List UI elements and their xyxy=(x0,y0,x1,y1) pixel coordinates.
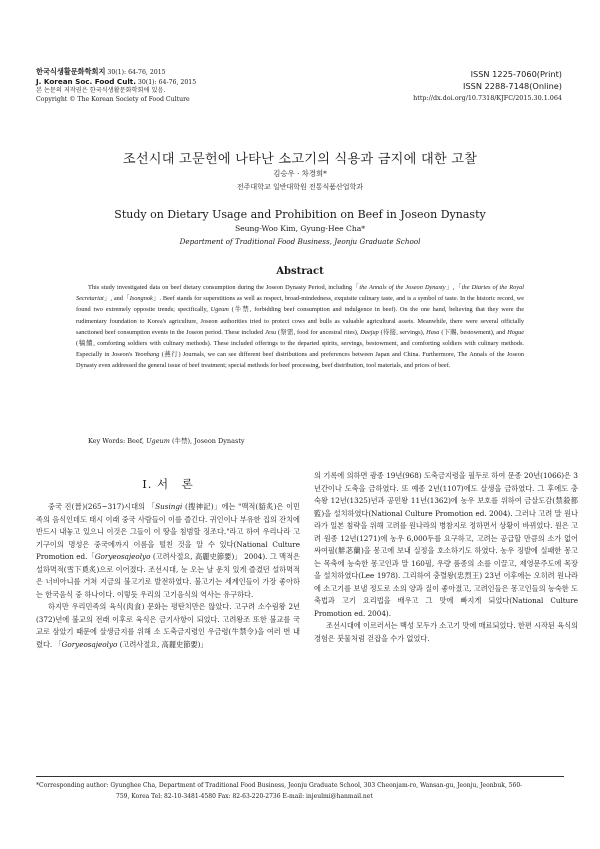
paragraph-italic: Goryeosajeolyo xyxy=(94,552,151,561)
journal-volume-kr: 30(1): 64-76, 2015 xyxy=(105,69,166,76)
paragraph-text: (搜神記)」에는 "맥적(貊炙)은 이민족의 음식인데도 태시 이래 중국 사람들이 이를 즐긴다. 귀인이나 부유한 집의 잔치에 반드시 내놓고 있으니 이것은 그들이 이 땅을 침범할 징조다."라고 하여 우리나라 고기구이의 명성은 중국에까지 이름을 떨친 것을 알 수 있다(National Culture Promotion ed.「 xyxy=(36,502,300,561)
keywords-label: Key Words: xyxy=(88,437,128,445)
abstract-italic: Isongnok xyxy=(129,295,153,303)
authors-korean: 김승우 · 차경희* xyxy=(273,169,327,178)
paper-title-english: Study on Dietary Usage and Prohibition on Beef in Joseon Dynasty xyxy=(114,208,486,221)
authors-english: Seung-Woo Kim, Gyung-Hee Cha* xyxy=(234,224,366,233)
journal-line-en xyxy=(36,78,336,88)
abstract-text: (祭需, food for ancestral rites), xyxy=(276,328,361,336)
affiliation-korean: 전주대학교 일반대학원 전통식품산업학과 xyxy=(236,183,364,191)
paragraph xyxy=(36,501,300,601)
abstract-italic: Daejup xyxy=(360,328,379,336)
abstract-text: This study investigated data on beef dietary consumption during the Joseon Dynasty Period, including「 xyxy=(88,284,360,291)
keywords-text: Beef, xyxy=(127,437,147,445)
corresponding-author-footnote xyxy=(36,780,564,802)
journal-name-kr: 한국식생활문화학회지 xyxy=(36,67,106,76)
issn-print: ISSN 1225-7060(Print) xyxy=(470,69,562,79)
paragraph-italic: Susingi xyxy=(155,502,183,511)
keywords xyxy=(88,436,518,445)
abstract-text: 」. Beef stands for superstitions as well as respect, broad-mindedness, exquisite culinary taste, and is a symbol of taste. In the historic record, we found two extremely opposite trends; specifically, xyxy=(76,295,524,314)
copyright-note-kr: 본 논문의 저작권은 한국식생활문화학회에 있음. xyxy=(36,87,166,95)
journal-volume-en: 30(1): 64-76, 2015 xyxy=(135,78,197,86)
footnote-line: 759, Korea Tel: 82-10-3481-4580 Fax: 82-63-220-2736 E-mail: injeulmi@hanmail.net xyxy=(116,793,373,800)
abstract-italic: the Annals of the Joseon Dynasty xyxy=(359,284,446,291)
abstract-italic: Ugeum xyxy=(210,306,229,314)
journal-header xyxy=(36,68,336,104)
abstract-text: 」, and「 xyxy=(103,295,130,303)
abstract-text: (下賜, bestowment), and xyxy=(439,328,508,336)
paragraph-text: (고려사절요, 高麗史節要)」 xyxy=(117,639,208,649)
paragraph: 의 기록에 의하면 광종 19년(968) 도축금지령을 필두로 하여 문종 20년(1066)은 3년간이나 도축을 금하였다. 또 예종 2년(1107)에도 살생을 금하였다. 그 후에도 충숙왕 12년(1325)년과 공민왕 11년(1362)에 농우 보호를 위하여 금살도감(禁殺都監)을 설치하였다(National Culture Promotion ed. 2004). 그러나 고려 말 원나라가 일본 침략을 위해 고려를 원나라의 병참지로 정하면서 상황이 바뀌었다. 원은 고려 원종 12년(1271)에 농우 6,000두를 요구하고, 고려는 공급할 만큼의 소가 없어 싸여필(觧苾蘭)을 몽고에 보내 실정을 호소하기도 하였다. 농우 징발에 실패한 몽고는 목축에 능숙한 몽고인과 말 160필, 우량 품종의 소를 이끌고, 제영문주도에 목장을 설치하였다(Lee 1978). 그리하여 충렬왕(忠烈王) 23년 이후에는 오히려 원나라에 소고기를 보낼 정도로 소의 양과 질이 좋아졌고, 고려인들은 몽고인들의 능숙한 도축법과 고기 요리법을 배우고 그 맛에 빠지게 되었다(National Culture Promotion ed. 2004). xyxy=(314,471,578,618)
keywords-text: (牛禁), Joseon Dynasty xyxy=(169,437,245,445)
abstract-body xyxy=(76,282,524,372)
copyright-line: Copyright © The Korean Society of Food Culture xyxy=(36,95,190,103)
footnote-divider xyxy=(36,776,564,777)
abstract-italic: Yeonhang xyxy=(134,351,160,359)
section-heading-introduction: Ⅰ. 서 론 xyxy=(142,477,194,491)
issn-block xyxy=(312,68,562,104)
body-column-left xyxy=(36,501,300,651)
paragraph-italic: Goryeosajeolyo xyxy=(61,639,118,649)
abstract-text: (牛禁, forbidding beef consumption and indulgence in beef). On the one hand, believing that they were the rudimentary foundation to Korea's agriculture, Joseon authorities tried to protect cows and bulls as valuable agricultural assets. Meanwhile, there were several officially sanctioned beef consumption events in the Joseon period. These included xyxy=(76,306,524,336)
affiliation-english: Department of Traditional Food Business, Jeonju Graduate School xyxy=(179,237,421,246)
abstract-text: (燕行) Journals, we can see different beef distributions and preferences between Japan and China. Furthermore, The Annals of the Joseon Dynasty even addressed the general issue of beef treatment; special methods for beef processing, beef distribution, tool materials, and prices of beef. xyxy=(76,351,524,370)
body-column-right xyxy=(314,470,578,645)
paragraph xyxy=(36,601,300,651)
abstract-text: (犒饋, comforting soldiers with culinary methods). These included offerings to the departed spirits, servings, bestowment, and comforting soldiers with culinary methods. Especially in Joseon's xyxy=(76,340,524,359)
abstract-text: (待接, servings), xyxy=(378,328,427,336)
abstract-heading: Abstract xyxy=(276,266,324,277)
abstract-italic: Hogue xyxy=(507,328,525,336)
doi-link[interactable]: http://dx.doi.org/10.7318/KJFC/2015.30.1.064 xyxy=(413,94,562,102)
abstract-text: 」,「 xyxy=(445,284,462,291)
paragraph-text: 하지만 우리민족의 육식(肉食) 문화는 평탄치만은 않았다. 고구려 소수림왕 2년(372)년에 불교의 전래 이후로 육식은 금기사항이 되었다. 고려왕조 또한 불교를 국교로 삼았기 때문에 살생금지를 위해 소 도축금지령인 우금령(牛禁令)을 여러 번 내렸다. 「 xyxy=(36,602,300,649)
keywords-italic: Ugeum xyxy=(146,437,170,445)
issn-online: ISSN 2288-7148(Online) xyxy=(463,81,562,91)
paragraph-text: (고려사절요, 高麗史節要)」 2004). 그 맥적은 설하멱적(雪下覓炙)으로 이어졌다. 조선시대, 눈 오는 날 운치 있게 즐겼던 설하멱적은 너비아니를 거쳐 지금의 불고기로 발전하였다. 불고기는 세계인들이 가장 좋아하는 한국음식 중 하나이다. 이렇듯 우리의 고기음식의 역사는 유구하다. xyxy=(36,552,300,599)
footnote-line: *Corresponding author: Gyunghee Cha, Department of Traditional Food Business, Jeonju Graduate School, 303 Cheonjam-ro, Wansan-gu, Jeonju, Jeonbuk, 560- xyxy=(36,782,523,789)
paragraph: 조선시대에 이르러서는 백성 모두가 소고기 맛에 매료되었다. 한편 시작된 육식의 경험은 붓물처럼 걷잡을 수가 없었다. xyxy=(314,621,578,643)
paragraph-text: 중국 진(晉)(265~317)시대의 「 xyxy=(48,502,156,511)
abstract-italic: the Diaries of the Royal Secretariat xyxy=(76,284,524,303)
paper-title-korean: 조선시대 고문헌에 나타난 소고기의 식용과 금지에 대한 고찰 xyxy=(122,152,478,167)
abstract-italic: Jesu xyxy=(264,328,277,336)
abstract-italic: Hasa xyxy=(426,328,440,336)
journal-name-en: J. Korean Soc. Food Cult. xyxy=(36,76,136,86)
